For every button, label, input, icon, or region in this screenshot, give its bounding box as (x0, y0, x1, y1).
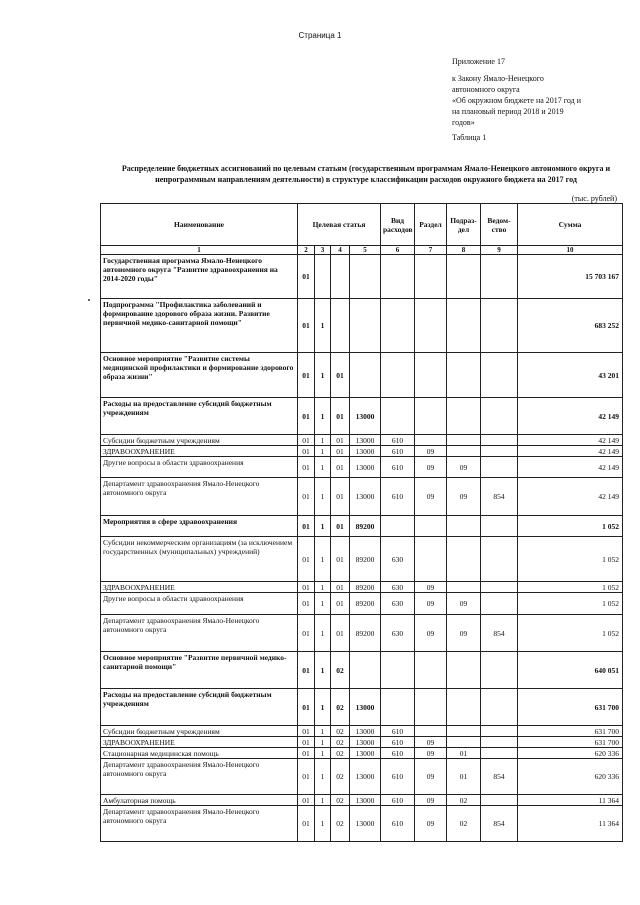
row-code-c5: 13000 (350, 435, 381, 446)
row-code-c7: 09 (415, 582, 447, 593)
col-header-kind: Вид расходов (381, 204, 415, 246)
row-code-c4: 02 (331, 806, 350, 842)
row-code-c7: 09 (415, 737, 447, 748)
row-code-c8: 01 (447, 759, 481, 795)
row-code-c9 (481, 652, 518, 689)
row-code-c2: 01 (298, 737, 315, 748)
row-code-c2: 01 (298, 652, 315, 689)
row-name: ЗДРАВООХРАНЕНИЕ (101, 446, 298, 457)
table-row (101, 759, 623, 795)
row-code-c5: 13000 (350, 795, 381, 806)
row-code-c5: 13000 (350, 478, 381, 516)
row-name: Другие вопросы в области здравоохранения (101, 593, 298, 615)
row-code-c3: 1 (315, 398, 331, 435)
row-code-c6: 630 (381, 593, 415, 615)
row-code-c4: 02 (331, 652, 350, 689)
row-code-c7: 09 (415, 478, 447, 516)
row-code-c5: 13000 (350, 748, 381, 759)
col-header-name: Наименование (101, 204, 298, 246)
row-code-c2: 01 (298, 398, 315, 435)
row-code-c7 (415, 516, 447, 537)
row-name: Основное мероприятие "Развитие первичной медико-санитарной помощи" (101, 652, 298, 689)
table-row (101, 537, 623, 582)
row-code-c6 (381, 255, 415, 299)
row-code-c8 (447, 435, 481, 446)
row-code-c5: 13000 (350, 737, 381, 748)
row-code-c3: 1 (315, 478, 331, 516)
row-code-c9 (481, 593, 518, 615)
row-code-c2: 01 (298, 689, 315, 726)
row-code-c3: 1 (315, 299, 331, 353)
row-code-c8: 01 (447, 748, 481, 759)
table-row (101, 582, 623, 593)
row-code-c7 (415, 255, 447, 299)
row-sum: 42 149 (518, 478, 623, 516)
table-row (101, 516, 623, 537)
row-code-c4: 02 (331, 726, 350, 737)
units-label: (тыс. рублей) (571, 194, 617, 203)
row-code-c9 (481, 299, 518, 353)
row-code-c9 (481, 435, 518, 446)
row-sum: 42 149 (518, 446, 623, 457)
row-code-c7: 09 (415, 446, 447, 457)
row-code-c6 (381, 398, 415, 435)
row-code-c8: 09 (447, 593, 481, 615)
row-code-c3 (315, 255, 331, 299)
column-number-row (101, 246, 623, 255)
col-number: 2 (298, 246, 315, 255)
row-code-c8 (447, 299, 481, 353)
row-code-c9 (481, 748, 518, 759)
table-row (101, 435, 623, 446)
row-sum: 631 700 (518, 726, 623, 737)
scan-speck (88, 299, 90, 301)
row-code-c2: 01 (298, 457, 315, 478)
row-code-c9 (481, 353, 518, 398)
col-number: 9 (481, 246, 518, 255)
row-sum: 640 051 (518, 652, 623, 689)
row-code-c2: 01 (298, 582, 315, 593)
row-code-c5 (350, 299, 381, 353)
row-code-c3: 1 (315, 795, 331, 806)
row-code-c5: 89200 (350, 537, 381, 582)
table-row (101, 255, 623, 299)
row-code-c7 (415, 537, 447, 582)
table-row (101, 353, 623, 398)
row-code-c6: 610 (381, 457, 415, 478)
row-code-c8: 09 (447, 457, 481, 478)
table-row (101, 737, 623, 748)
row-code-c7 (415, 652, 447, 689)
row-code-c6: 610 (381, 806, 415, 842)
row-code-c7: 09 (415, 615, 447, 652)
row-code-c3: 1 (315, 748, 331, 759)
row-code-c7 (415, 689, 447, 726)
row-code-c9: 854 (481, 759, 518, 795)
row-name: Субсидии некоммерческим организациям (за исключением государственных (муниципальных) учреждений) (101, 537, 298, 582)
row-code-c5 (350, 353, 381, 398)
row-code-c8 (447, 398, 481, 435)
col-number: 1 (101, 246, 298, 255)
row-code-c4: 01 (331, 435, 350, 446)
row-name: ЗДРАВООХРАНЕНИЕ (101, 737, 298, 748)
col-header-subsection: Подраз-дел (447, 204, 481, 246)
row-code-c5 (350, 255, 381, 299)
table-row (101, 689, 623, 726)
row-code-c2: 01 (298, 299, 315, 353)
row-code-c2: 01 (298, 593, 315, 615)
row-code-c9 (481, 457, 518, 478)
row-code-c7 (415, 726, 447, 737)
row-code-c4: 01 (331, 398, 350, 435)
row-code-c4: 01 (331, 615, 350, 652)
row-name: Департамент здравоохранения Ямало-Ненецкого автономного округа (101, 806, 298, 842)
row-code-c6: 610 (381, 435, 415, 446)
row-code-c8 (447, 582, 481, 593)
row-code-c4: 01 (331, 582, 350, 593)
row-name: Департамент здравоохранения Ямало-Ненецкого автономного округа (101, 759, 298, 795)
table-row (101, 478, 623, 516)
appendix-line: на плановый период 2018 и 2019 (452, 107, 564, 116)
row-code-c2: 01 (298, 806, 315, 842)
row-code-c2: 01 (298, 726, 315, 737)
col-header-dept: Ведом-ство (481, 204, 518, 246)
budget-table (100, 203, 623, 842)
row-code-c2: 01 (298, 795, 315, 806)
appendix-line: к Закону Ямало-Ненецкого (452, 74, 544, 83)
row-name: Субсидии бюджетным учреждениям (101, 435, 298, 446)
row-code-c7: 09 (415, 806, 447, 842)
row-code-c5: 89200 (350, 516, 381, 537)
row-code-c4: 01 (331, 457, 350, 478)
row-name: Департамент здравоохранения Ямало-Ненецкого автономного округа (101, 615, 298, 652)
row-code-c5: 13000 (350, 689, 381, 726)
row-code-c2: 01 (298, 435, 315, 446)
row-code-c9 (481, 398, 518, 435)
table-row (101, 398, 623, 435)
row-code-c9 (481, 516, 518, 537)
row-code-c5: 13000 (350, 726, 381, 737)
row-code-c3: 1 (315, 353, 331, 398)
row-sum: 683 252 (518, 299, 623, 353)
row-code-c5: 89200 (350, 615, 381, 652)
row-code-c3: 1 (315, 737, 331, 748)
row-code-c4: 01 (331, 446, 350, 457)
col-number: 7 (415, 246, 447, 255)
row-code-c3: 1 (315, 759, 331, 795)
row-code-c4 (331, 299, 350, 353)
row-code-c6 (381, 353, 415, 398)
appendix-line: автономного округа (452, 85, 520, 94)
row-code-c5: 13000 (350, 398, 381, 435)
row-code-c4: 02 (331, 737, 350, 748)
col-number: 6 (381, 246, 415, 255)
row-name: Расходы на предоставление субсидий бюджетным учреждениям (101, 398, 298, 435)
row-name: Департамент здравоохранения Ямало-Ненецкого автономного округа (101, 478, 298, 516)
row-code-c7: 09 (415, 748, 447, 759)
table-row (101, 806, 623, 842)
row-code-c7: 09 (415, 759, 447, 795)
row-code-c2: 01 (298, 759, 315, 795)
row-code-c5: 89200 (350, 593, 381, 615)
row-code-c6 (381, 299, 415, 353)
row-sum: 11 364 (518, 806, 623, 842)
table-row (101, 652, 623, 689)
row-code-c6: 630 (381, 537, 415, 582)
row-sum: 631 700 (518, 737, 623, 748)
row-code-c9 (481, 689, 518, 726)
row-sum: 15 703 167 (518, 255, 623, 299)
row-code-c3: 1 (315, 446, 331, 457)
row-code-c3: 1 (315, 516, 331, 537)
table-row (101, 795, 623, 806)
row-code-c3: 1 (315, 582, 331, 593)
row-code-c6: 630 (381, 582, 415, 593)
row-name: Амбулаторная помощь (101, 795, 298, 806)
row-code-c7 (415, 299, 447, 353)
row-name: Государственная программа Ямало-Ненецкого автономного округа "Развитие здравоохранения на 2014-2020 годы" (101, 255, 298, 299)
row-code-c5: 13000 (350, 806, 381, 842)
row-code-c2: 01 (298, 516, 315, 537)
row-code-c4: 02 (331, 689, 350, 726)
row-code-c3: 1 (315, 537, 331, 582)
row-code-c6: 610 (381, 737, 415, 748)
row-sum: 1 052 (518, 615, 623, 652)
row-code-c9 (481, 737, 518, 748)
appendix-block (452, 56, 627, 128)
row-code-c6: 610 (381, 748, 415, 759)
row-code-c4: 01 (331, 516, 350, 537)
row-code-c3: 1 (315, 593, 331, 615)
appendix-title: Приложение 17 (452, 57, 505, 66)
col-header-target: Целевая статья (298, 204, 381, 246)
row-code-c3: 1 (315, 457, 331, 478)
row-code-c9 (481, 726, 518, 737)
row-code-c8: 02 (447, 795, 481, 806)
row-name: Основное мероприятие "Развитие системы медицинской профилактики и формирование здорового образа жизни" (101, 353, 298, 398)
row-code-c6: 630 (381, 615, 415, 652)
table-row (101, 593, 623, 615)
row-code-c4: 01 (331, 478, 350, 516)
row-code-c8 (447, 255, 481, 299)
row-code-c4: 01 (331, 593, 350, 615)
col-number: 5 (350, 246, 381, 255)
row-code-c8 (447, 353, 481, 398)
row-code-c5: 13000 (350, 457, 381, 478)
row-code-c6 (381, 652, 415, 689)
row-code-c6: 610 (381, 446, 415, 457)
row-sum: 43 201 (518, 353, 623, 398)
row-code-c2: 01 (298, 255, 315, 299)
appendix-line: годов» (452, 118, 475, 127)
row-sum: 42 149 (518, 435, 623, 446)
row-code-c2: 01 (298, 478, 315, 516)
row-code-c5: 13000 (350, 446, 381, 457)
row-code-c4: 01 (331, 353, 350, 398)
row-sum: 42 149 (518, 398, 623, 435)
table-row (101, 299, 623, 353)
table-row (101, 457, 623, 478)
col-number: 10 (518, 246, 623, 255)
row-code-c8: 09 (447, 615, 481, 652)
row-code-c2: 01 (298, 537, 315, 582)
table-row (101, 726, 623, 737)
table-row (101, 748, 623, 759)
row-sum: 620 336 (518, 748, 623, 759)
row-code-c6: 610 (381, 795, 415, 806)
row-code-c8 (447, 446, 481, 457)
row-sum: 620 336 (518, 759, 623, 795)
row-code-c5: 13000 (350, 759, 381, 795)
row-sum: 1 052 (518, 516, 623, 537)
row-sum: 1 052 (518, 582, 623, 593)
row-code-c9 (481, 446, 518, 457)
row-code-c9 (481, 255, 518, 299)
row-sum: 1 052 (518, 537, 623, 582)
row-name: Расходы на предоставление субсидий бюджетным учреждениям (101, 689, 298, 726)
row-sum: 42 149 (518, 457, 623, 478)
row-code-c7 (415, 435, 447, 446)
row-sum: 11 364 (518, 795, 623, 806)
row-code-c8 (447, 726, 481, 737)
row-code-c4: 02 (331, 759, 350, 795)
row-code-c2: 01 (298, 748, 315, 759)
row-code-c7 (415, 353, 447, 398)
row-code-c8: 09 (447, 478, 481, 516)
row-code-c7: 09 (415, 457, 447, 478)
row-code-c8 (447, 652, 481, 689)
row-code-c6 (381, 516, 415, 537)
table-row (101, 615, 623, 652)
row-code-c8 (447, 689, 481, 726)
row-sum: 631 700 (518, 689, 623, 726)
row-code-c6: 610 (381, 759, 415, 795)
col-header-sum: Сумма (518, 204, 623, 246)
row-code-c8 (447, 516, 481, 537)
row-code-c6: 610 (381, 478, 415, 516)
row-code-c9 (481, 582, 518, 593)
row-code-c7: 09 (415, 795, 447, 806)
row-code-c8: 02 (447, 806, 481, 842)
row-code-c5 (350, 652, 381, 689)
row-code-c6 (381, 689, 415, 726)
row-code-c5: 89200 (350, 582, 381, 593)
col-number: 4 (331, 246, 350, 255)
row-code-c2: 01 (298, 353, 315, 398)
col-header-section: Раздел (415, 204, 447, 246)
row-code-c9 (481, 537, 518, 582)
row-code-c9: 854 (481, 478, 518, 516)
row-code-c4: 02 (331, 795, 350, 806)
row-name: ЗДРАВООХРАНЕНИЕ (101, 582, 298, 593)
row-code-c4: 01 (331, 537, 350, 582)
row-code-c9: 854 (481, 615, 518, 652)
table-row (101, 446, 623, 457)
row-code-c3: 1 (315, 435, 331, 446)
row-code-c3: 1 (315, 652, 331, 689)
row-code-c4: 02 (331, 748, 350, 759)
row-code-c9: 854 (481, 806, 518, 842)
row-code-c3: 1 (315, 726, 331, 737)
row-code-c3: 1 (315, 689, 331, 726)
col-number: 3 (315, 246, 331, 255)
row-code-c7 (415, 398, 447, 435)
row-name: Стационарная медицинская помощь (101, 748, 298, 759)
row-code-c4 (331, 255, 350, 299)
row-code-c8 (447, 737, 481, 748)
row-name: Другие вопросы в области здравоохранения (101, 457, 298, 478)
appendix-line: «Об окружном бюджете на 2017 год и (452, 96, 582, 105)
row-name: Субсидии бюджетным учреждениям (101, 726, 298, 737)
row-code-c7: 09 (415, 593, 447, 615)
row-code-c3: 1 (315, 806, 331, 842)
row-name: Мероприятия в сфере здравоохранения (101, 516, 298, 537)
col-number: 8 (447, 246, 481, 255)
row-code-c8 (447, 537, 481, 582)
row-code-c6: 610 (381, 726, 415, 737)
table-label: Таблица 1 (452, 133, 487, 142)
row-code-c2: 01 (298, 615, 315, 652)
row-name: Подпрограмма "Профилактика заболеваний и формирование здорового образа жизни. Развитие первичной медико-санитарной помощи" (101, 299, 298, 353)
row-code-c3: 1 (315, 615, 331, 652)
document-heading: Распределение бюджетных ассигнований по целевым статьям (государственным программам Ямало-Ненецкого автономного округа и непрограммным направлениям деятельности) в структуре классификации расходов окружного бюджета на 2017 год (121, 164, 611, 184)
page-label: Страница 1 (298, 31, 342, 40)
row-code-c2: 01 (298, 446, 315, 457)
row-code-c9 (481, 795, 518, 806)
row-sum: 1 052 (518, 593, 623, 615)
